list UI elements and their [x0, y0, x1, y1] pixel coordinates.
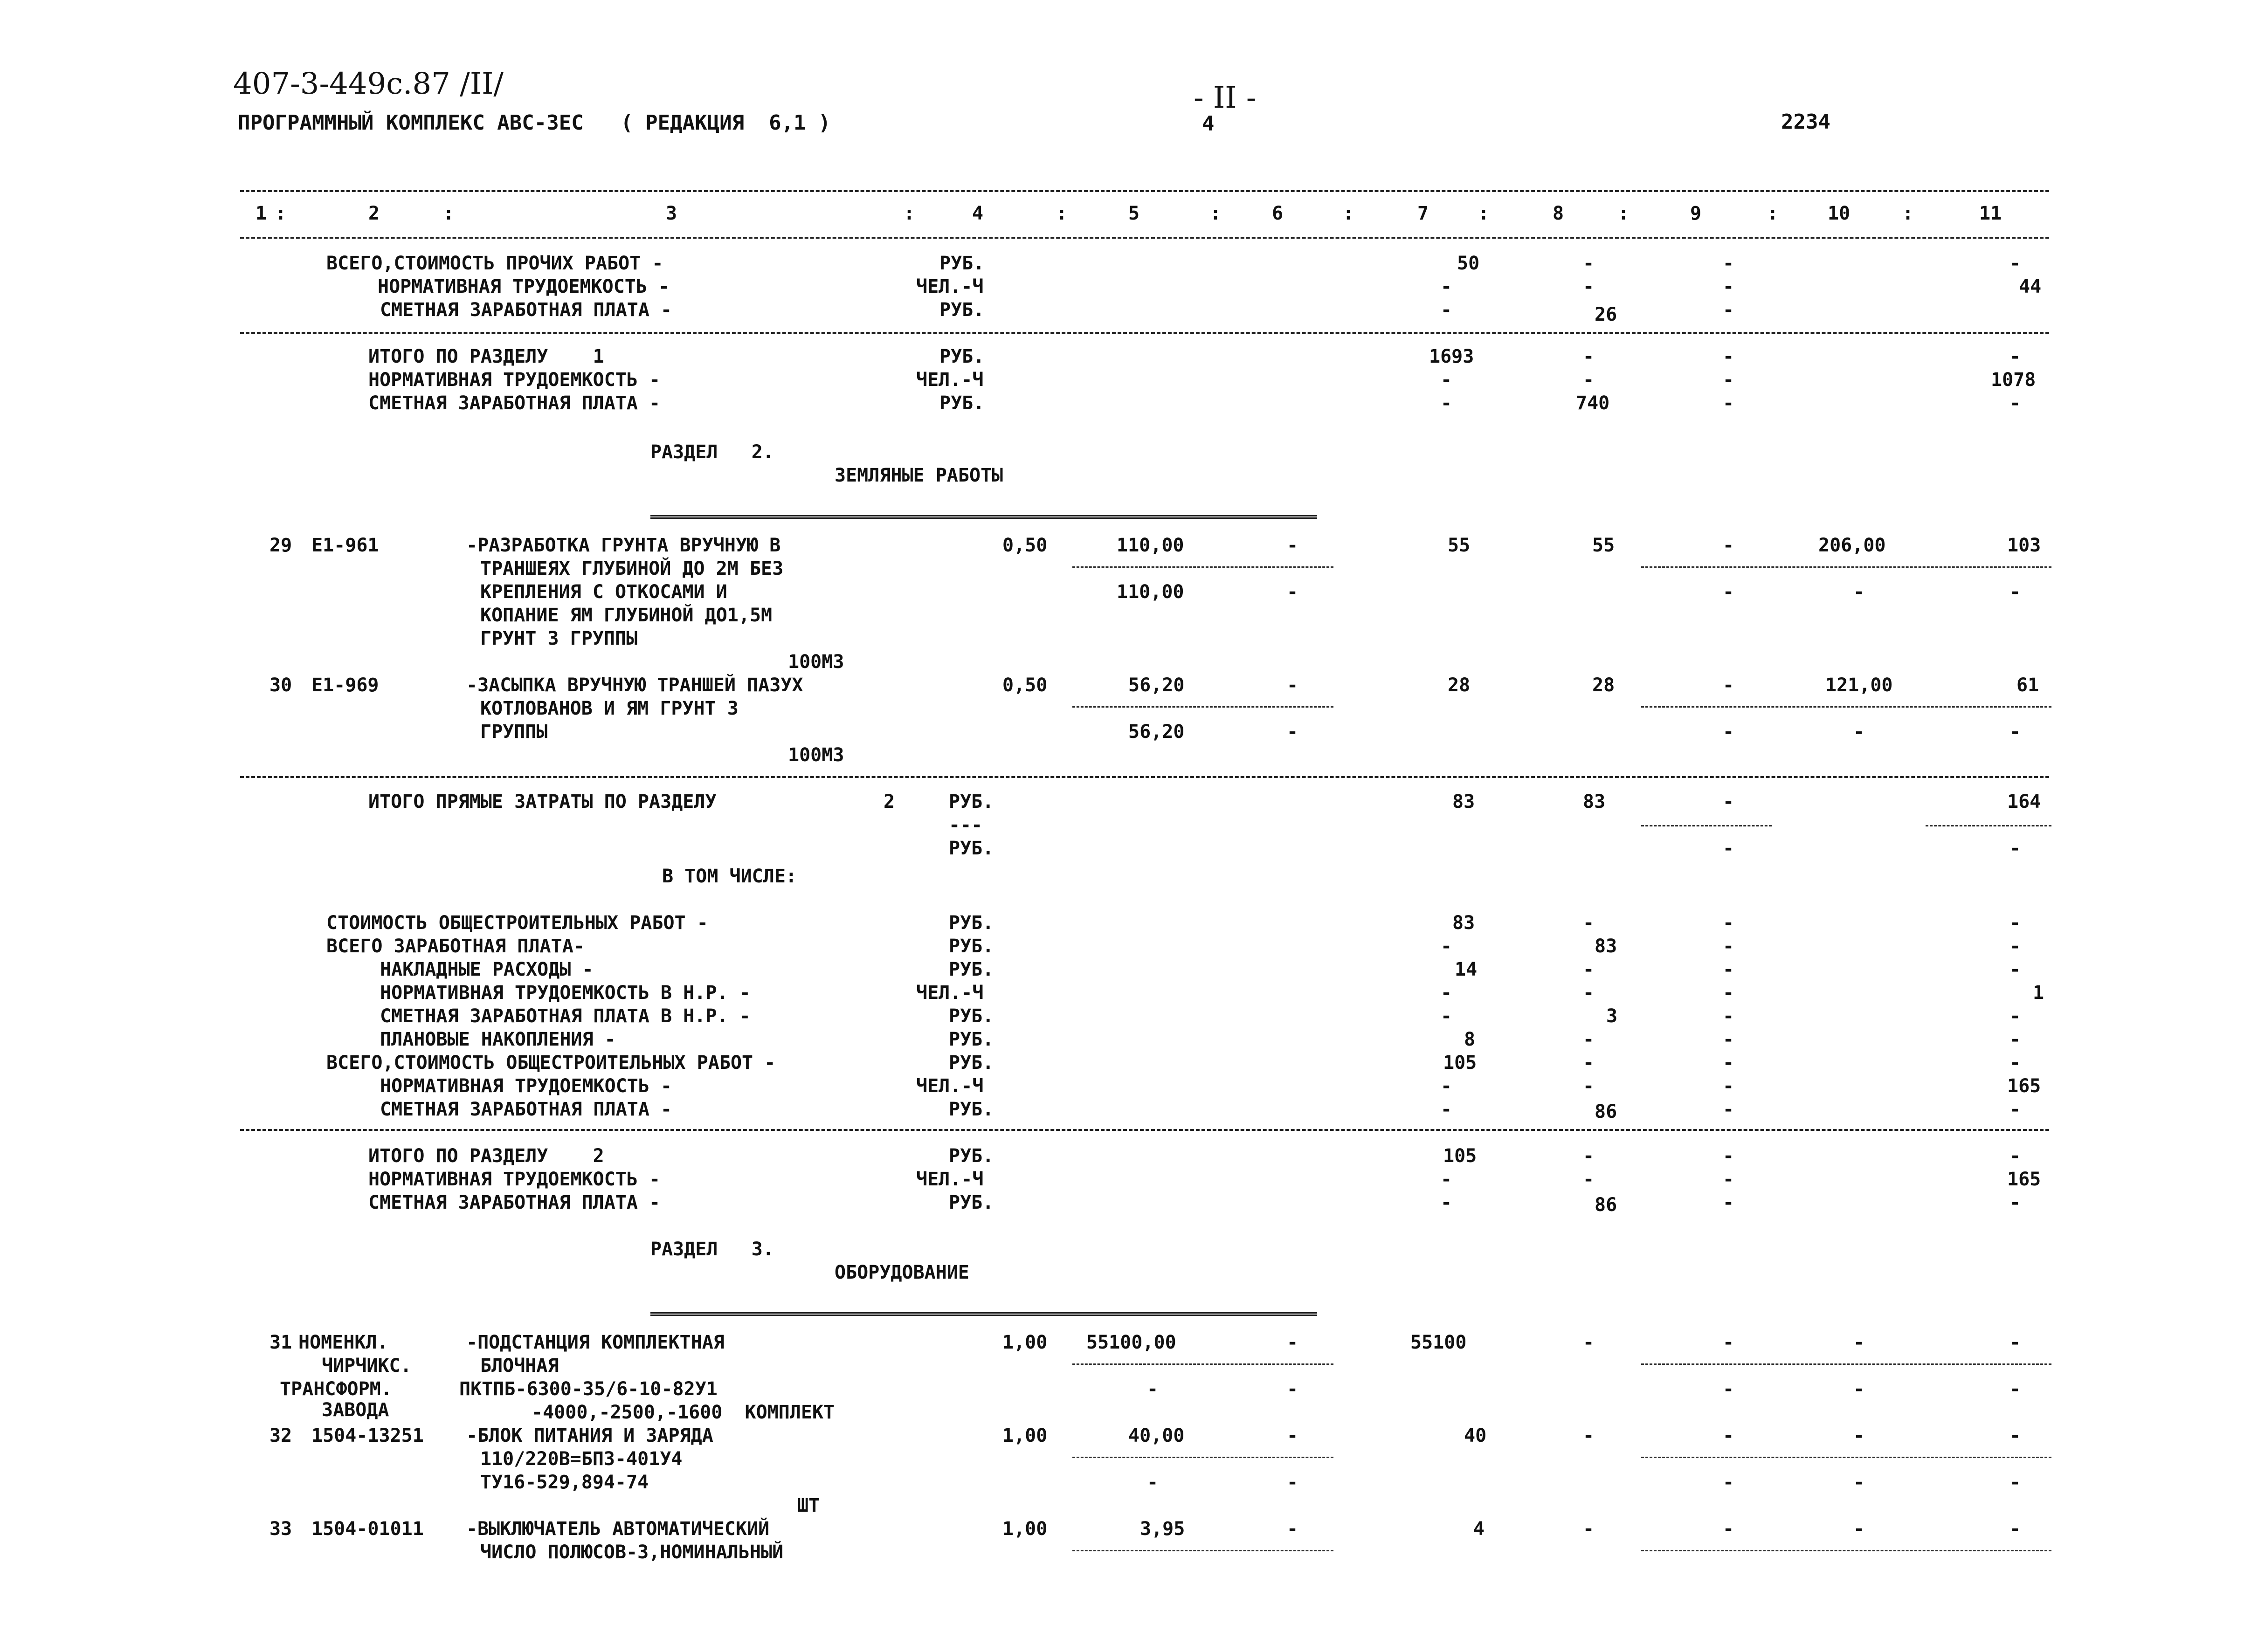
breakdown-unit: РУБ. — [949, 1052, 994, 1074]
item-description-line: ТРАНШЕЯХ ГЛУБИНОЙ ДО 2М БЕЗ — [480, 558, 784, 579]
summary-unit: ЧЕЛ.-Ч — [916, 276, 984, 297]
item-code: 1504-13251 — [311, 1425, 424, 1446]
summary-col9: - — [1723, 299, 1734, 321]
column-header-7: 7 — [1417, 203, 1429, 224]
total-label: СМЕТНАЯ ЗАРАБОТНАЯ ПЛАТА - — [368, 1192, 661, 1213]
item-col8: - — [1583, 1332, 1595, 1353]
item-description-line: ТУ16-529,894-74 — [480, 1472, 649, 1493]
item-col6: - — [1287, 1518, 1298, 1540]
breakdown-col9: - — [1723, 982, 1734, 1004]
item-description-line: -ЗАСЫПКА ВРУЧНУЮ ТРАНШЕЙ ПАЗУХ — [466, 675, 803, 696]
breakdown-col9: - — [1723, 959, 1734, 980]
item-col6: - — [1287, 535, 1298, 556]
breakdown-col7: - — [1441, 1005, 1452, 1027]
total-unit: РУБ. — [949, 1145, 994, 1167]
breakdown-col7: 83 — [1452, 912, 1475, 934]
breakdown-col8: - — [1583, 1029, 1595, 1050]
summary-col11: - — [2009, 253, 2021, 274]
column-header-4: 4 — [972, 203, 984, 224]
total-col7: - — [1441, 392, 1452, 414]
column-header-11: 11 — [1979, 203, 2002, 224]
item-description-line: БЛОЧНАЯ — [480, 1355, 559, 1377]
breakdown-col7: - — [1441, 982, 1452, 1004]
breakdown-unit: РУБ. — [949, 1099, 994, 1120]
summary-unit: РУБ. — [939, 299, 985, 321]
total-col7: 105 — [1443, 1145, 1477, 1167]
total-col7: - — [1441, 1169, 1452, 1190]
total-unit: ЧЕЛ.-Ч — [916, 369, 984, 391]
summary-col9: - — [1723, 276, 1734, 297]
summary-col7: - — [1441, 276, 1452, 297]
breakdown-col8: - — [1583, 959, 1595, 980]
item-code: Е1-969 — [311, 675, 379, 696]
breakdown-col7: - — [1441, 936, 1452, 957]
breakdown-col11: - — [2009, 936, 2021, 957]
breakdown-unit: РУБ. — [949, 1005, 994, 1027]
breakdown-col8: - — [1583, 982, 1595, 1004]
breakdown-col9: - — [1723, 1029, 1734, 1050]
total-col9: - — [1723, 1169, 1734, 1190]
breakdown-col8: - — [1583, 1052, 1595, 1074]
item-quantity: 1,00 — [1002, 1518, 1048, 1540]
breakdown-col8: 86 — [1595, 1101, 1617, 1122]
total-col7: 1693 — [1429, 346, 1474, 367]
item-quantity: 1,00 — [1002, 1425, 1048, 1446]
item-description-line: ЧИСЛО ПОЛЮСОВ-3,НОМИНАЛЬНЫЙ — [480, 1542, 784, 1563]
total-label: НОРМАТИВНАЯ ТРУДОЕМКОСТЬ - — [368, 369, 661, 391]
section2-direct-total-rule — [240, 776, 2049, 778]
breakdown-col9: - — [1723, 912, 1734, 934]
column-header-3: 3 — [666, 203, 677, 224]
breakdown-label: СТОИМОСТЬ ОБЩЕСТРОИТЕЛЬНЫХ РАБОТ - — [326, 912, 708, 934]
breakdown-col7: 8 — [1464, 1029, 1476, 1050]
column-header-bottom-rule — [240, 237, 2049, 239]
item-price-wages: 56,20 — [1128, 721, 1185, 743]
breakdown-col11: - — [2009, 959, 2021, 980]
breakdown-col9: - — [1723, 1005, 1734, 1027]
section3-title-rule — [650, 1312, 1317, 1316]
item-price: 55100,00 — [1086, 1332, 1176, 1353]
breakdown-col8: 3 — [1606, 1005, 1618, 1027]
total-label: СМЕТНАЯ ЗАРАБОТНАЯ ПЛАТА - — [368, 392, 661, 414]
item-price: 56,20 — [1128, 675, 1185, 696]
item-quantity: 0,50 — [1002, 535, 1048, 556]
item-code: Е1-961 — [311, 535, 379, 556]
item-price-wages: 110,00 — [1117, 581, 1184, 603]
breakdown-col11: 165 — [2007, 1075, 2041, 1097]
direct-total-label: ИТОГО ПРЯМЫЕ ЗАТРАТЫ ПО РАЗДЕЛУ — [368, 791, 717, 812]
total-unit: РУБ. — [949, 1192, 994, 1213]
program-title: ПРОГРАММНЫЙ КОМПЛЕКС АВС-3ЕС ( РЕДАКЦИЯ 6,1 ) — [238, 111, 831, 135]
item-col8: 55 — [1592, 535, 1615, 556]
item-col7: 4 — [1473, 1518, 1485, 1540]
item-number: 31 — [269, 1332, 292, 1353]
breakdown-unit: ЧЕЛ.-Ч — [916, 982, 984, 1004]
breakdown-col8: - — [1583, 1075, 1595, 1097]
section2-total-rule — [240, 1129, 2049, 1131]
breakdown-col11: - — [2009, 1099, 2021, 1120]
section2-title: ЗЕМЛЯНЫЕ РАБОТЫ — [835, 465, 1003, 486]
column-header-1: 1 — [255, 203, 267, 224]
item-code-line: НОМЕНКЛ. — [298, 1332, 388, 1353]
item-col7: 28 — [1448, 675, 1471, 696]
section3-title: ОБОРУДОВАНИЕ — [835, 1262, 969, 1283]
column-header-9: 9 — [1690, 203, 1702, 224]
breakdown-col7: 105 — [1443, 1052, 1477, 1074]
column-header-5: 5 — [1128, 203, 1140, 224]
summary-col8: - — [1583, 276, 1595, 297]
direct-total-col9: - — [1723, 791, 1734, 812]
direct-total-col11: 164 — [2007, 791, 2041, 812]
item-unit: 100М3 — [788, 651, 844, 673]
item-description-line: -ВЫКЛЮЧАТЕЛЬ АВТОМАТИЧЕСКИЙ — [466, 1518, 770, 1540]
item-description-line: КОТЛОВАНОВ И ЯМ ГРУНТ 3 — [480, 698, 739, 719]
breakdown-unit: РУБ. — [949, 959, 994, 980]
total-col9: - — [1723, 346, 1734, 367]
breakdown-unit: РУБ. — [949, 936, 994, 957]
item-description-line: -РАЗРАБОТКА ГРУНТА ВРУЧНУЮ В — [466, 535, 781, 556]
item-code-line: ТРАНСФОРМ. — [280, 1378, 392, 1400]
total-col11: - — [2009, 1145, 2021, 1167]
summary-col8: 26 — [1595, 304, 1617, 325]
breakdown-col9: - — [1723, 1052, 1734, 1074]
breakdown-label: НОРМАТИВНАЯ ТРУДОЕМКОСТЬ В Н.Р. - — [380, 982, 751, 1004]
item-description-line: ПКТПБ-6300-35/6-10-82У1 — [459, 1378, 718, 1400]
item-number: 32 — [269, 1425, 292, 1446]
item-quantity: 0,50 — [1002, 675, 1048, 696]
item-col10: 121,00 — [1825, 675, 1893, 696]
total-col11: - — [2009, 1192, 2021, 1213]
item-col11: 103 — [2007, 535, 2041, 556]
item-number: 29 — [269, 535, 292, 556]
breakdown-col9: - — [1723, 936, 1734, 957]
item-col6: - — [1287, 1332, 1298, 1353]
breakdown-col11: 1 — [2033, 982, 2044, 1004]
summary-col7: - — [1441, 299, 1452, 321]
item-unit: 100М3 — [788, 744, 844, 766]
breakdown-col7: - — [1441, 1075, 1452, 1097]
page-roman-number: - II - — [1194, 81, 1257, 115]
total-col9: - — [1723, 1192, 1734, 1213]
item-col11: 61 — [2016, 675, 2039, 696]
item-col7: 55 — [1448, 535, 1471, 556]
breakdown-col9: - — [1723, 1075, 1734, 1097]
breakdown-label: НОРМАТИВНАЯ ТРУДОЕМКОСТЬ - — [380, 1075, 672, 1097]
total-col7: - — [1441, 369, 1452, 391]
summary-col8: - — [1583, 253, 1595, 274]
item-description-line: -ПОДСТАНЦИЯ КОМПЛЕКТНАЯ — [466, 1332, 725, 1353]
item-col10: 206,00 — [1818, 535, 1886, 556]
column-header-10: 10 — [1828, 203, 1851, 224]
column-header-2: 2 — [368, 203, 380, 224]
direct-total-unit: РУБ. — [949, 791, 994, 812]
direct-total-section-number: 2 — [884, 791, 895, 812]
breakdown-col7: 14 — [1455, 959, 1478, 980]
breakdown-label: СМЕТНАЯ ЗАРАБОТНАЯ ПЛАТА В Н.Р. - — [380, 1005, 751, 1027]
item-price-wages: - — [1147, 1472, 1159, 1493]
summary-label: ВСЕГО,СТОИМОСТЬ ПРОЧИХ РАБОТ - — [326, 253, 663, 274]
breakdown-label: НАКЛАДНЫЕ РАСХОДЫ - — [380, 959, 594, 980]
item-description-line: КОПАНИЕ ЯМ ГЛУБИНОЙ ДО1,5М — [480, 605, 773, 626]
breakdown-col8: - — [1583, 912, 1595, 934]
total-unit: ЧЕЛ.-Ч — [916, 1169, 984, 1190]
item-code-line: ЗАВОДА — [322, 1399, 389, 1421]
direct-total-col8: 83 — [1583, 791, 1606, 812]
item-price-wages: - — [1147, 1378, 1159, 1400]
table-top-rule — [240, 190, 2049, 192]
breakdown-unit: ЧЕЛ.-Ч — [916, 1075, 984, 1097]
breakdown-col11: - — [2009, 1052, 2021, 1074]
breakdown-label: ВСЕГО ЗАРАБОТНАЯ ПЛАТА- — [326, 936, 585, 957]
item-col6: - — [1287, 1425, 1298, 1446]
total-col11: - — [2009, 346, 2021, 367]
total-unit: РУБ. — [939, 346, 985, 367]
breakdown-col9: - — [1723, 1099, 1734, 1120]
item-price: 40,00 — [1128, 1425, 1185, 1446]
item-price: 3,95 — [1140, 1518, 1185, 1540]
item-quantity: 1,00 — [1002, 1332, 1048, 1353]
total-col7: - — [1441, 1192, 1452, 1213]
summary-col7: 50 — [1457, 253, 1480, 274]
item-description-line: -БЛОК ПИТАНИЯ И ЗАРЯДА — [466, 1425, 713, 1446]
section1-total-rule — [240, 332, 2049, 334]
breakdown-unit: РУБ. — [949, 912, 994, 934]
summary-label: СМЕТНАЯ ЗАРАБОТНАЯ ПЛАТА - — [380, 299, 672, 321]
item-col9: - — [1723, 535, 1734, 556]
total-col11: 1078 — [1991, 369, 2036, 391]
summary-col9: - — [1723, 253, 1734, 274]
total-col8: 86 — [1595, 1194, 1617, 1216]
total-label: ИТОГО ПО РАЗДЕЛУ 1 — [368, 346, 604, 367]
including-heading: В ТОМ ЧИСЛЕ: — [662, 866, 797, 887]
breakdown-label: ПЛАНОВЫЕ НАКОПЛЕНИЯ - — [380, 1029, 616, 1050]
item-price: 110,00 — [1117, 535, 1184, 556]
item-col7: 55100 — [1410, 1332, 1467, 1353]
item-description-line: КРЕПЛЕНИЯ С ОТКОСАМИ И — [480, 581, 727, 603]
item-code-line: ЧИРЧИКС. — [322, 1355, 412, 1377]
item-col9: - — [1723, 675, 1734, 696]
column-header-8: 8 — [1553, 203, 1564, 224]
total-col11: - — [2009, 392, 2021, 414]
total-col9: - — [1723, 369, 1734, 391]
item-col6: - — [1287, 675, 1298, 696]
section2-title-rule — [650, 515, 1317, 519]
breakdown-col11: - — [2009, 912, 2021, 934]
sheet-number: 2234 — [1781, 110, 1830, 134]
breakdown-unit: РУБ. — [949, 1029, 994, 1050]
column-header-6: 6 — [1272, 203, 1284, 224]
total-col8: 740 — [1576, 392, 1610, 414]
breakdown-label: СМЕТНАЯ ЗАРАБОТНАЯ ПЛАТА - — [380, 1099, 672, 1120]
item-col8: - — [1583, 1425, 1595, 1446]
total-col9: - — [1723, 392, 1734, 414]
page-number: 4 — [1202, 112, 1215, 136]
document-code: 407-3-449с.87 /II/ — [233, 67, 504, 101]
summary-col11: 44 — [2019, 276, 2042, 297]
total-col9: - — [1723, 1145, 1734, 1167]
breakdown-col11: - — [2009, 1029, 2021, 1050]
item-description-line: ГРУНТ 3 ГРУППЫ — [480, 628, 638, 649]
section2-heading: РАЗДЕЛ 2. — [650, 441, 774, 463]
item-description-line: -4000,-2500,-1600 КОМПЛЕКТ — [532, 1402, 835, 1423]
direct-total-unit-secondary: РУБ. — [949, 838, 994, 859]
total-unit: РУБ. — [939, 392, 985, 414]
total-label: НОРМАТИВНАЯ ТРУДОЕМКОСТЬ - — [368, 1169, 661, 1190]
total-col11: 165 — [2007, 1169, 2041, 1190]
section3-heading: РАЗДЕЛ 3. — [650, 1239, 774, 1260]
total-col8: - — [1583, 1145, 1595, 1167]
item-col8: 28 — [1592, 675, 1615, 696]
total-col8: - — [1583, 346, 1595, 367]
direct-total-col7: 83 — [1452, 791, 1475, 812]
item-number: 30 — [269, 675, 292, 696]
summary-label: НОРМАТИВНАЯ ТРУДОЕМКОСТЬ - — [378, 276, 670, 297]
total-col8: - — [1583, 369, 1595, 391]
total-col8: - — [1583, 1169, 1595, 1190]
breakdown-col8: 83 — [1595, 936, 1617, 957]
breakdown-col11: - — [2009, 1005, 2021, 1027]
item-col7: 40 — [1464, 1425, 1487, 1446]
breakdown-col7: - — [1441, 1099, 1452, 1120]
item-col8: - — [1583, 1518, 1595, 1540]
item-code: 1504-01011 — [311, 1518, 424, 1540]
item-description-line: 110/220В=БПЗ-401У4 — [480, 1448, 683, 1470]
summary-unit: РУБ. — [939, 253, 985, 274]
item-unit: ШТ — [797, 1495, 820, 1516]
item-number: 33 — [269, 1518, 292, 1540]
total-label: ИТОГО ПО РАЗДЕЛУ 2 — [368, 1145, 604, 1167]
item-description-line: ГРУППЫ — [480, 721, 548, 743]
breakdown-label: ВСЕГО,СТОИМОСТЬ ОБЩЕСТРОИТЕЛЬНЫХ РАБОТ - — [326, 1052, 776, 1074]
